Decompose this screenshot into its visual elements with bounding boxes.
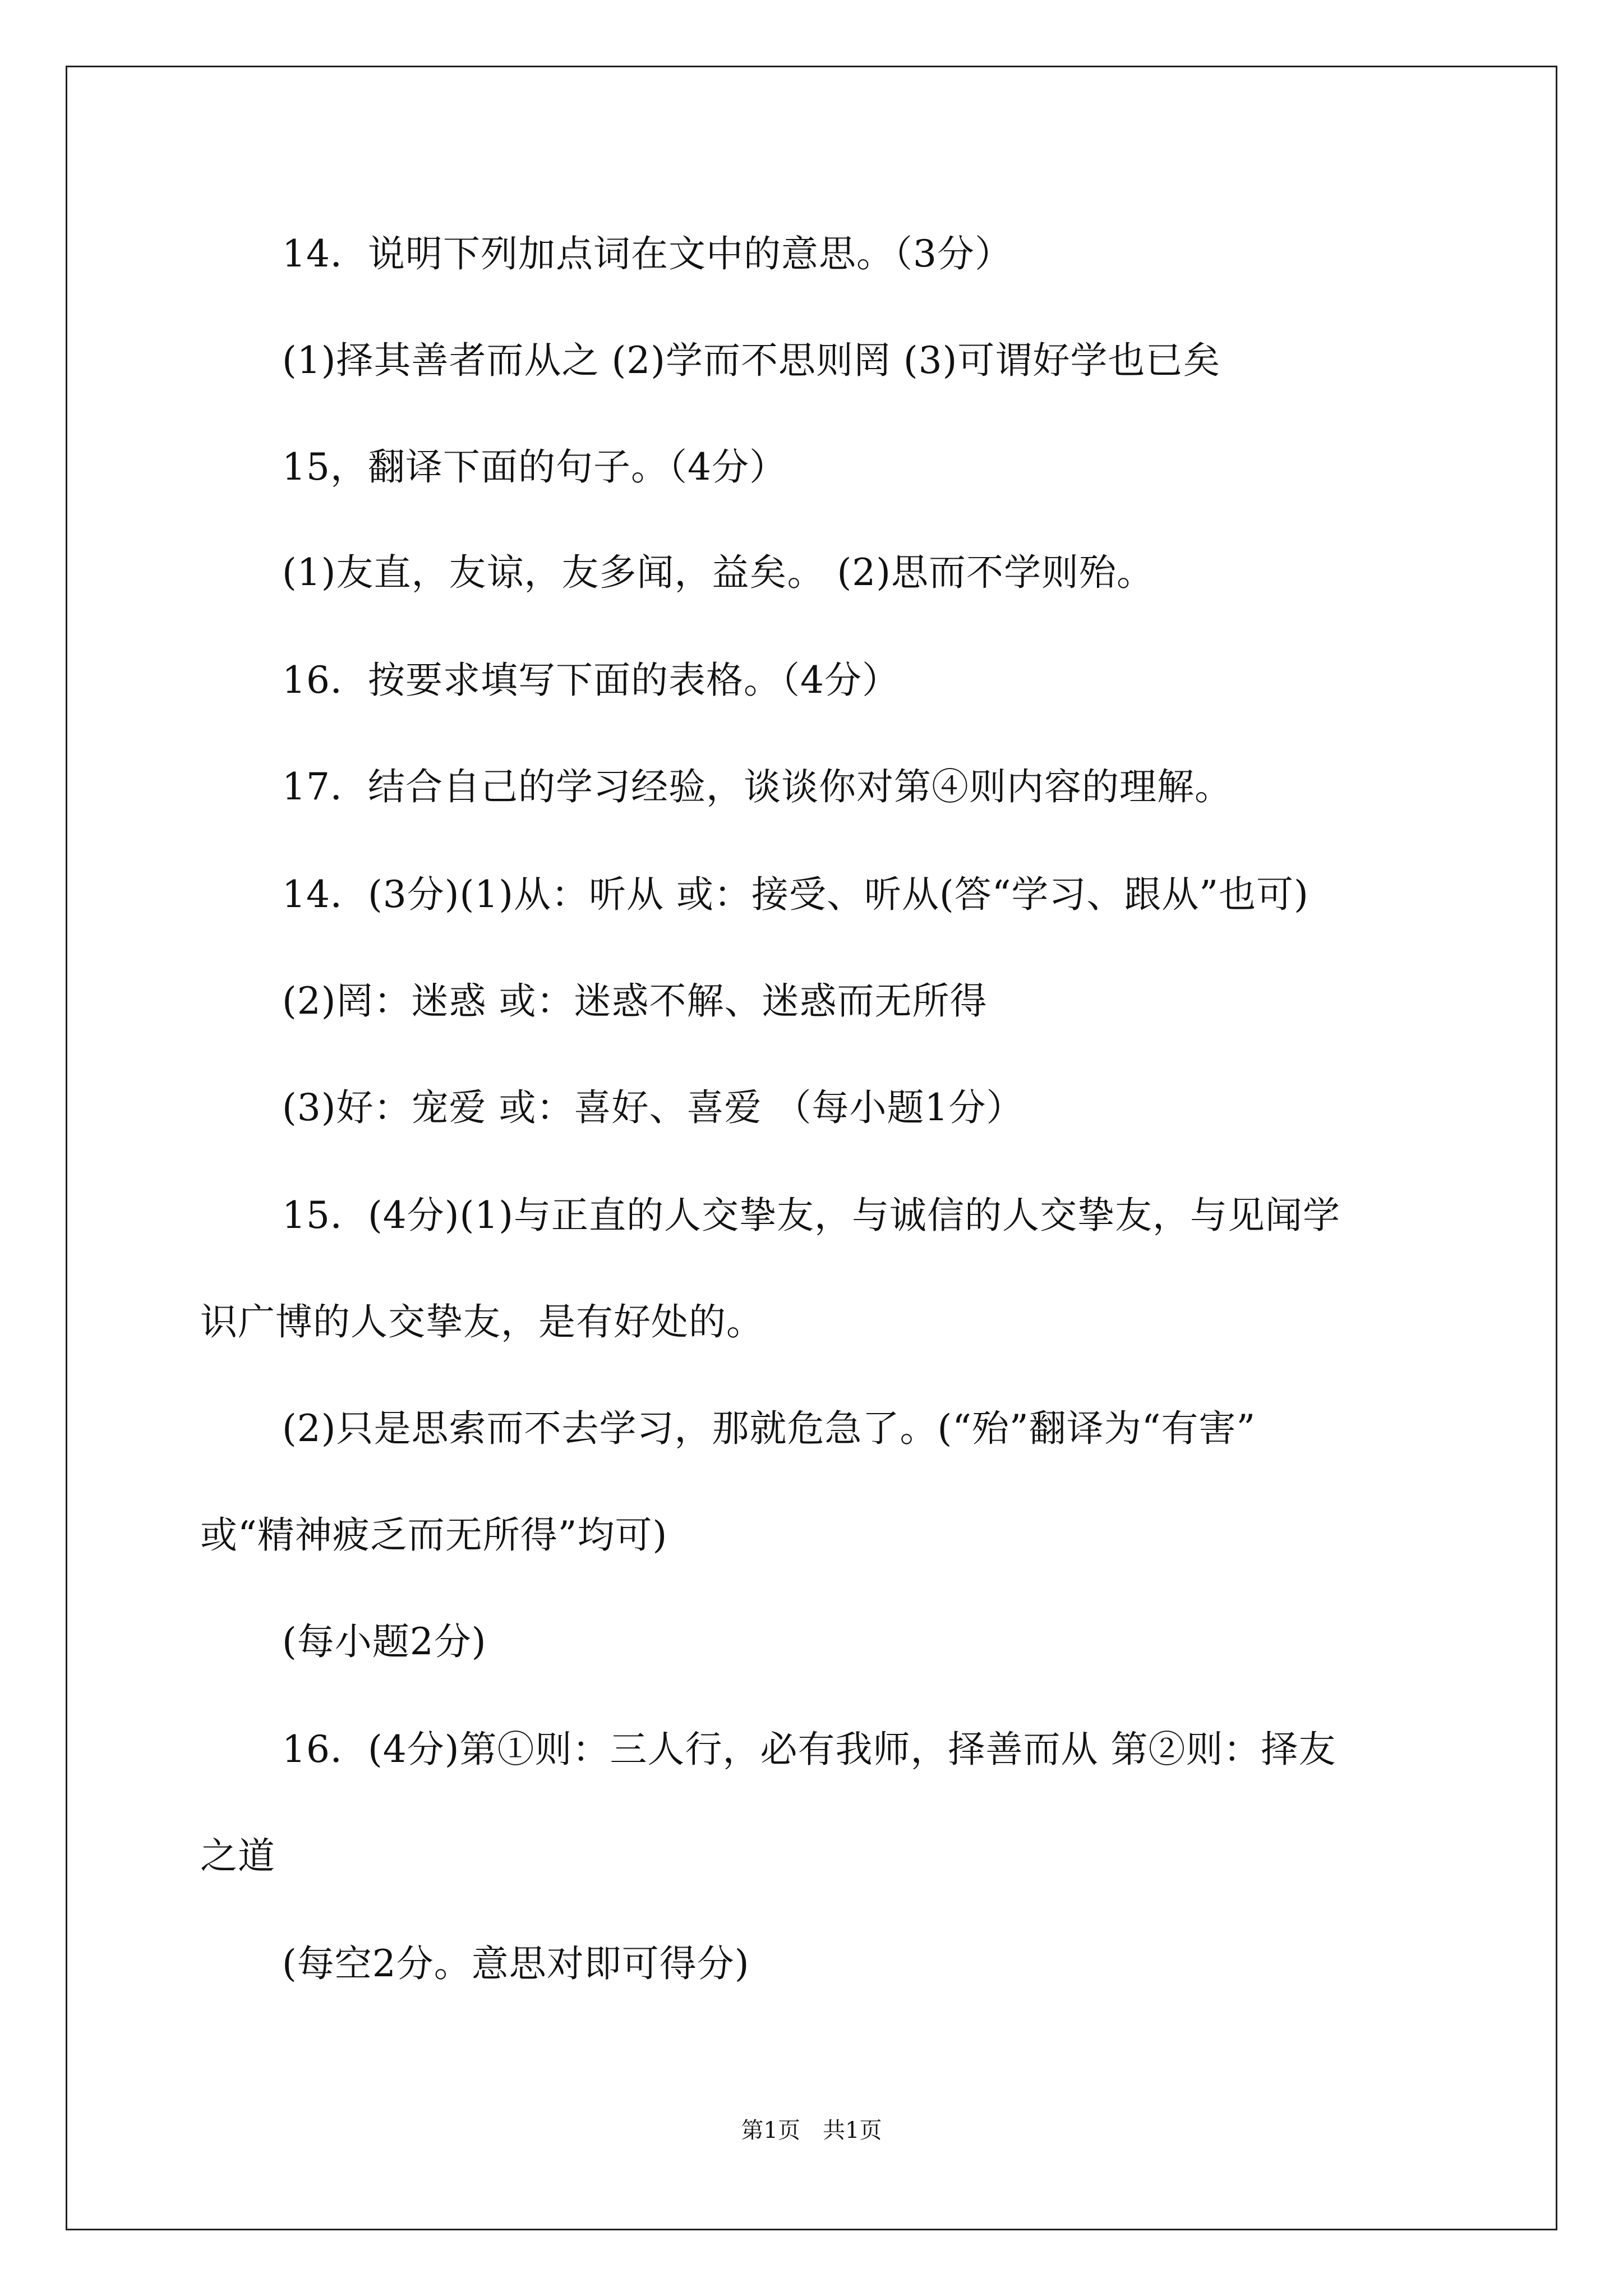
page-total: 共1页 <box>823 2118 882 2143</box>
question-16-text: 16．按要求填写下面的表格。（4分） <box>282 659 900 702</box>
answer-15-line-4: 或“精神疲乏而无所得”均可) <box>200 1513 668 1557</box>
answer-16-line-1: 16．(4分)第①则：三人行，必有我师，择善而从 第②则：择友 <box>282 1728 1336 1771</box>
answer-15-line-1: 15．(4分)(1)与正直的人交挚友，与诚信的人交挚友，与见闻学 <box>282 1194 1340 1237</box>
question-14-text: 14．说明下列加点词在文中的意思。（3分） <box>282 232 1012 275</box>
answer-16-score-note: (每空2分。意思对即可得分) <box>282 1942 750 1985</box>
answer-14-part-3: (3)好：宠爱 或：喜好、喜爱 （每小题1分） <box>282 1086 1024 1129</box>
answer-14-part-2: (2)罔：迷惑 或：迷惑不解、迷惑而无所得 <box>282 979 988 1023</box>
page-footer <box>0 2113 1623 2145</box>
question-15-text: 15，翻译下面的句子。（4分） <box>282 445 787 489</box>
page-border <box>66 66 1557 2230</box>
answer-16-line-2: 之道 <box>200 1834 275 1878</box>
question-17-text: 17．结合自己的学习经验，谈谈你对第④则内容的理解。 <box>282 765 1232 808</box>
answer-15-line-3: (2)只是思索而不去学习，那就危急了。(“殆”翻译为“有害” <box>282 1407 1256 1450</box>
question-15-items: (1)友直，友谅，友多闻，益矣。 (2)思而不学则殆。 <box>282 551 1154 594</box>
answer-15-score-note: (每小题2分) <box>282 1620 487 1663</box>
question-14-items: (1)择其善者而从之 (2)学而不思则罔 (3)可谓好学也已矣 <box>282 339 1221 382</box>
answer-14-part-1: 14．(3分)(1)从：听从 或：接受、听从(答“学习、跟从”也可) <box>282 873 1309 916</box>
page-number: 第1页 <box>741 2118 800 2143</box>
answer-15-line-2: 识广博的人交挚友，是有好处的。 <box>200 1300 764 1343</box>
